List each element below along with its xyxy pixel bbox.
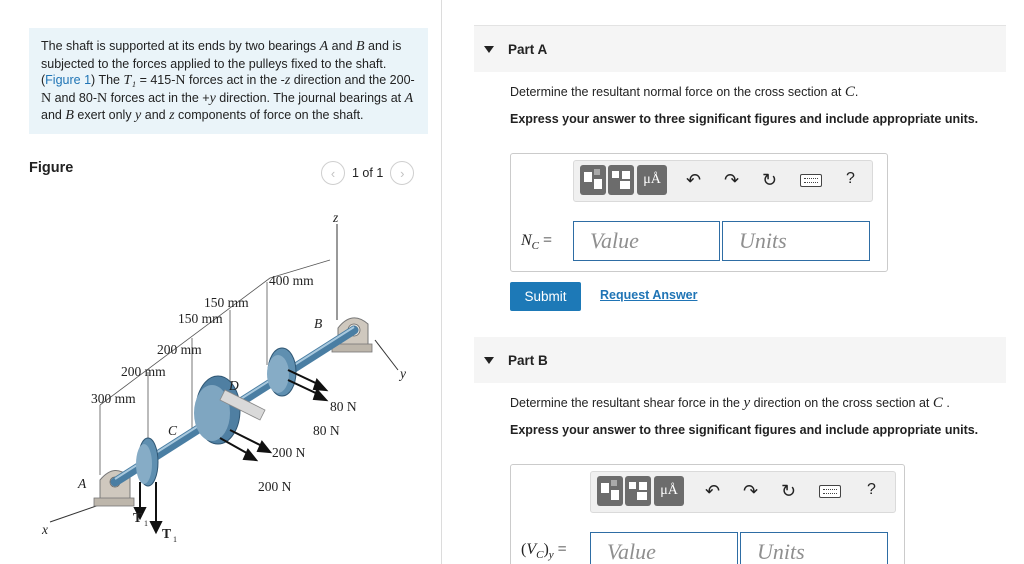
part-b-question: Determine the resultant shear force in the y direction on the cross section at C . [510, 395, 950, 411]
force-T1-label: T [133, 510, 143, 525]
bearing-A-label: A [78, 476, 87, 491]
equation-toolbar [590, 471, 896, 513]
problem-text: ) The [91, 73, 124, 87]
part-a-instruction: Express your answer to three significant figures and include appropriate units. [510, 112, 979, 126]
math-symbol: y [209, 90, 216, 106]
part-b-title: Part B [508, 352, 548, 368]
problem-text: forces act in the - [185, 73, 285, 87]
shaft-figure [20, 200, 440, 564]
point-C-label: C [168, 423, 178, 438]
problem-text: and is subjected to the forces applied to the pulleys fixed to the shaft. ( [41, 39, 402, 87]
units-symbol-button[interactable]: μÅ [637, 165, 667, 195]
dim-150-label: 150 mm [204, 295, 249, 310]
part-a-question: Determine the resultant normal force on the cross section at C. [510, 84, 859, 100]
undo-icon[interactable]: ↶ [705, 481, 721, 501]
problem-text: direction and the 200- [290, 73, 415, 87]
chevron-left-icon[interactable]: ‹ [321, 161, 345, 185]
fraction-icon[interactable] [625, 476, 651, 506]
part-b-header[interactable] [474, 337, 1006, 383]
part-a-title: Part A [508, 41, 548, 57]
z-axis-label: z [333, 210, 339, 225]
force-T1-subscript: 1 [144, 519, 148, 528]
fraction-icon[interactable] [608, 165, 634, 195]
template-icon[interactable] [580, 165, 606, 195]
caret-down-icon[interactable] [484, 357, 494, 364]
value-input[interactable]: Value [573, 221, 720, 261]
problem-text: The shaft is supported at its ends by two bearings [41, 39, 320, 53]
part-a-answer-box [510, 153, 888, 272]
math-symbol: T₁ [123, 73, 137, 88]
math-symbol: z [284, 73, 291, 88]
dim-300-label: 300 mm [91, 391, 136, 406]
redo-icon[interactable]: ↷ [743, 481, 759, 501]
figure-pager [321, 160, 414, 186]
part-b-answer-box [510, 464, 905, 564]
units-symbol-button[interactable]: μÅ [654, 476, 684, 506]
math-symbol: y [135, 108, 142, 123]
problem-text: and 80- [51, 90, 97, 105]
part-b-instruction: Express your answer to three significant figures and include appropriate units. [510, 423, 979, 437]
figure-link[interactable]: Figure 1 [45, 73, 92, 87]
point-D-label: D [229, 378, 239, 393]
equation-toolbar [573, 160, 873, 202]
math-symbol: A [319, 39, 329, 54]
reset-icon[interactable]: ↻ [762, 170, 778, 190]
problem-text: and [41, 108, 66, 122]
bearing-B-label: B [314, 316, 323, 331]
math-symbol: B [356, 39, 365, 54]
unit-symbol: N [175, 73, 186, 88]
dim-400-label: 400 mm [269, 273, 314, 288]
force-200-label: 200 N [272, 445, 306, 460]
problem-statement [29, 28, 428, 134]
help-icon[interactable]: ? [846, 170, 855, 187]
units-input[interactable]: Units [722, 221, 870, 261]
pulley-1 [136, 438, 158, 486]
value-input[interactable]: Value [590, 532, 738, 564]
force-T1-label: T [162, 526, 172, 541]
y-axis-label: y [400, 366, 406, 381]
problem-text: and [141, 108, 170, 122]
math-symbol: A [404, 90, 414, 106]
part-a-header[interactable] [474, 26, 1006, 72]
x-axis-label: x [42, 522, 48, 537]
dim-200-label: 200 mm [157, 342, 202, 357]
force-200-label: 200 N [258, 479, 292, 494]
figure-title: Figure [29, 160, 74, 176]
reset-icon[interactable]: ↻ [781, 481, 797, 501]
force-80-label: 80 N [330, 399, 357, 414]
math-symbol: B [65, 108, 74, 123]
var-label-NC: $N_C$ = [521, 232, 553, 253]
problem-text: direction. The journal bearings at [215, 90, 405, 105]
problem-text: and [328, 39, 357, 53]
var-label-VCy: $(V_C)_y$ = [521, 541, 567, 562]
caret-down-icon[interactable] [484, 46, 494, 53]
force-80-label: 80 N [313, 423, 340, 438]
undo-icon[interactable]: ↶ [686, 170, 702, 190]
problem-text: = 415- [136, 73, 176, 87]
help-icon[interactable]: ? [867, 481, 876, 498]
submit-button[interactable]: Submit [510, 282, 581, 311]
problem-text: components of force on the shaft. [174, 108, 364, 122]
figure-counter: 1 of 1 [352, 166, 384, 180]
problem-text: exert only [73, 108, 136, 122]
units-input[interactable]: Units [740, 532, 888, 564]
request-answer-link[interactable]: Request Answer [600, 288, 698, 302]
problem-text: forces act in the + [107, 90, 210, 105]
pane-divider [441, 0, 442, 564]
template-icon[interactable] [597, 476, 623, 506]
keyboard-icon[interactable] [819, 485, 841, 498]
dim-200-label: 200 mm [121, 364, 166, 379]
force-T1-subscript: 1 [173, 535, 177, 544]
chevron-right-icon[interactable]: › [390, 161, 414, 185]
redo-icon[interactable]: ↷ [724, 170, 740, 190]
unit-symbol: N [41, 90, 52, 106]
unit-symbol: N [97, 90, 108, 106]
dim-150-label: 150 mm [178, 311, 223, 326]
keyboard-icon[interactable] [800, 174, 822, 187]
math-symbol: z [169, 108, 175, 123]
